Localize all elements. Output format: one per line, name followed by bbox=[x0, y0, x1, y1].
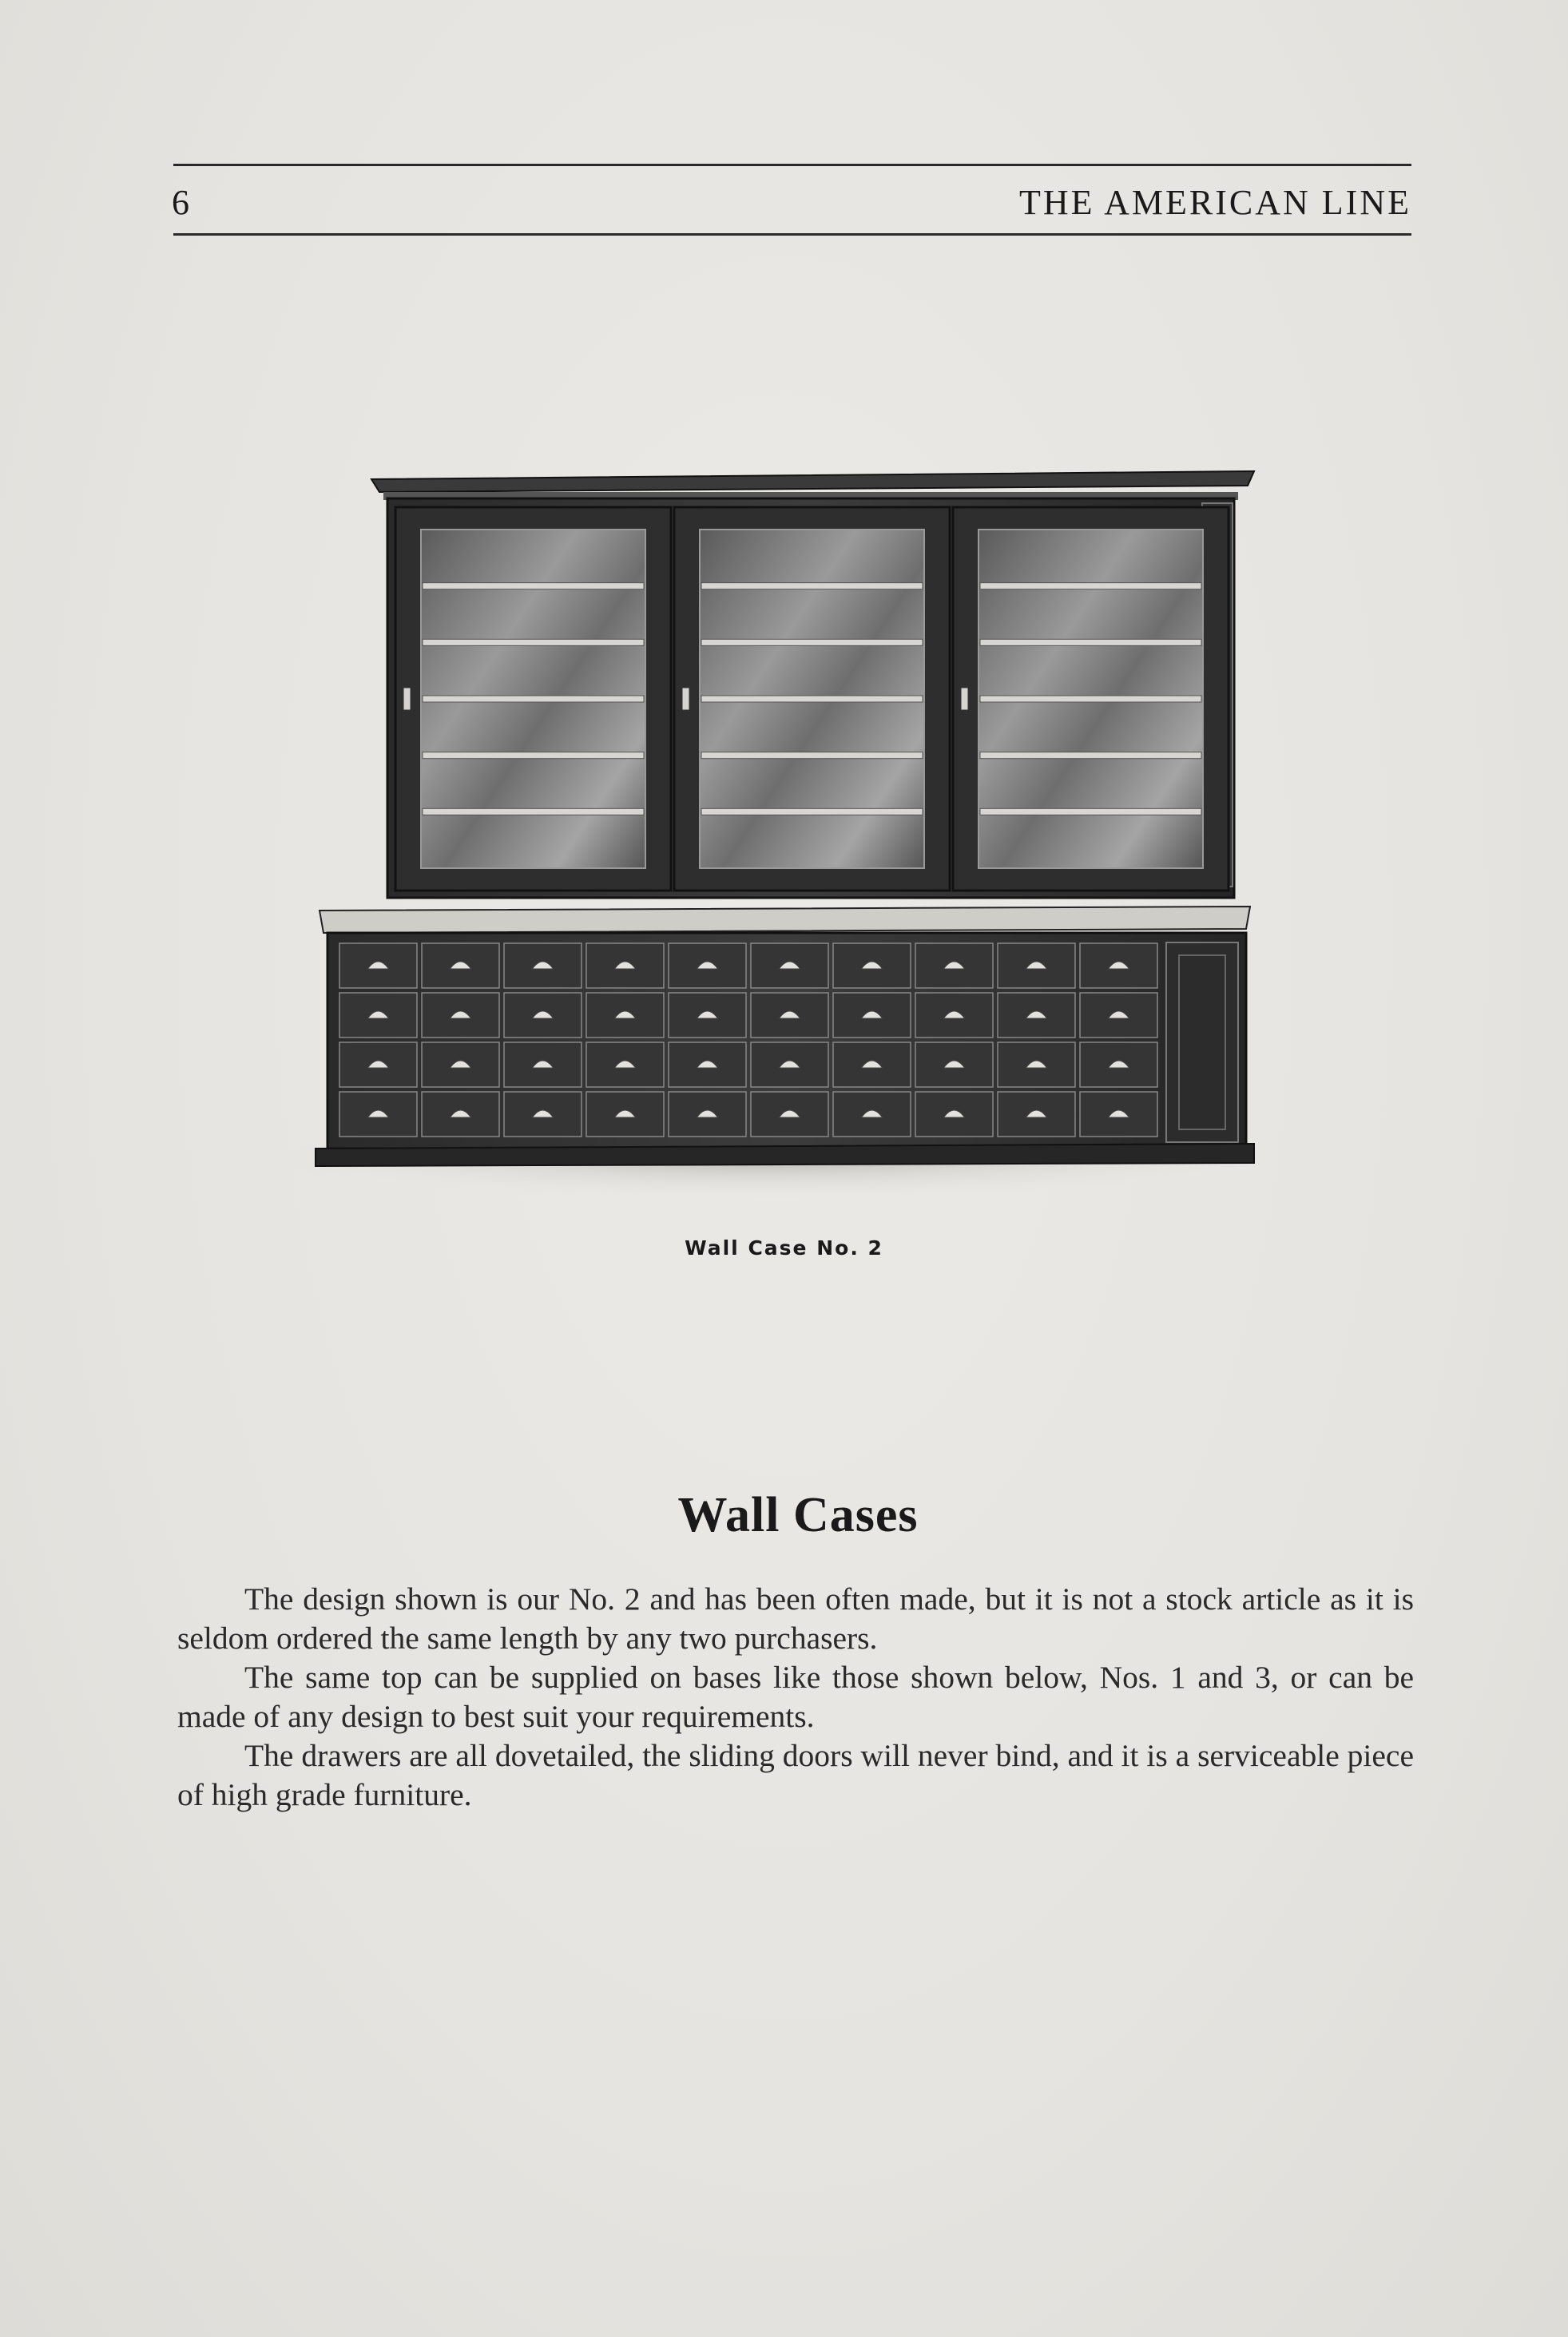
drawer bbox=[669, 1042, 746, 1087]
drawer bbox=[669, 943, 746, 988]
drawer bbox=[751, 993, 828, 1038]
drawer bbox=[751, 943, 828, 988]
door-pull bbox=[961, 688, 968, 710]
sliding-doors bbox=[395, 507, 1229, 891]
wall-case-illustration bbox=[264, 463, 1302, 1206]
running-title: THE AMERICAN LINE bbox=[1019, 183, 1411, 222]
figure-caption: Wall Case No. 2 bbox=[685, 1236, 883, 1260]
drawer bbox=[504, 1092, 582, 1137]
drawer bbox=[422, 1042, 499, 1087]
shelf bbox=[980, 696, 1201, 702]
drawer bbox=[833, 943, 911, 988]
door bbox=[395, 507, 671, 891]
drawer bbox=[1080, 943, 1157, 988]
drawer bbox=[586, 1042, 664, 1087]
drawer bbox=[422, 943, 499, 988]
drawer bbox=[339, 993, 417, 1038]
drawer bbox=[669, 993, 746, 1038]
drawer bbox=[669, 1092, 746, 1137]
drawer bbox=[751, 1092, 828, 1137]
header-rule-bottom bbox=[173, 233, 1411, 236]
shelf bbox=[423, 696, 644, 702]
drawer bbox=[915, 1042, 993, 1087]
door bbox=[953, 507, 1229, 891]
body-text bbox=[177, 1580, 1414, 1815]
drawer bbox=[1080, 1092, 1157, 1137]
paragraph: The drawers are all dovetailed, the sliding doors will never bind, and it is a serviceable piece of high grade furniture. bbox=[177, 1738, 1414, 1812]
drawer bbox=[504, 993, 582, 1038]
drawer bbox=[751, 1042, 828, 1087]
shelf bbox=[701, 752, 923, 759]
header-rule-top bbox=[173, 164, 1411, 166]
shelf bbox=[980, 752, 1201, 759]
counter-top bbox=[320, 907, 1250, 933]
shelf bbox=[701, 808, 923, 815]
drawer bbox=[1080, 1042, 1157, 1087]
drawer bbox=[915, 1092, 993, 1137]
drawer bbox=[1080, 993, 1157, 1038]
drawer bbox=[998, 1092, 1075, 1137]
drawer bbox=[504, 943, 582, 988]
drawer bbox=[915, 993, 993, 1038]
shelf bbox=[980, 639, 1201, 645]
drawer bbox=[339, 1042, 417, 1087]
door bbox=[674, 507, 950, 891]
shelf bbox=[423, 583, 644, 589]
drawer bbox=[422, 993, 499, 1038]
plinth bbox=[316, 1144, 1254, 1166]
shelf bbox=[701, 639, 923, 645]
drawer bbox=[915, 943, 993, 988]
drawer bbox=[998, 1042, 1075, 1087]
door-pull bbox=[403, 688, 411, 710]
drawer bbox=[586, 1092, 664, 1137]
shelf bbox=[423, 808, 644, 815]
shelf bbox=[701, 583, 923, 589]
shelf bbox=[423, 639, 644, 645]
shelf bbox=[980, 808, 1201, 815]
paragraph: The design shown is our No. 2 and has been often made, but it is not a stock article as it is seldom ordered the same length by any two purchasers. bbox=[177, 1581, 1414, 1656]
shelf bbox=[701, 696, 923, 702]
drawer bbox=[339, 1092, 417, 1137]
drawer bbox=[586, 993, 664, 1038]
drawer bbox=[422, 1092, 499, 1137]
door-pull bbox=[682, 688, 689, 710]
drawer bbox=[998, 943, 1075, 988]
page-number: 6 bbox=[172, 183, 190, 222]
drawer bbox=[504, 1042, 582, 1087]
drawer bbox=[586, 943, 664, 988]
shelf bbox=[980, 583, 1201, 589]
drawer bbox=[339, 943, 417, 988]
section-title: Wall Cases bbox=[677, 1488, 919, 1542]
shelf bbox=[423, 752, 644, 759]
drawer bbox=[833, 993, 911, 1038]
drawer bbox=[998, 993, 1075, 1038]
paragraph: The same top can be supplied on bases like those shown below, Nos. 1 and 3, or can be made of any design to best suit your requirements. bbox=[177, 1660, 1414, 1734]
drawer bbox=[833, 1042, 911, 1087]
cornice bbox=[371, 471, 1254, 492]
base-side-panel bbox=[1166, 942, 1238, 1142]
drawer bbox=[833, 1092, 911, 1137]
